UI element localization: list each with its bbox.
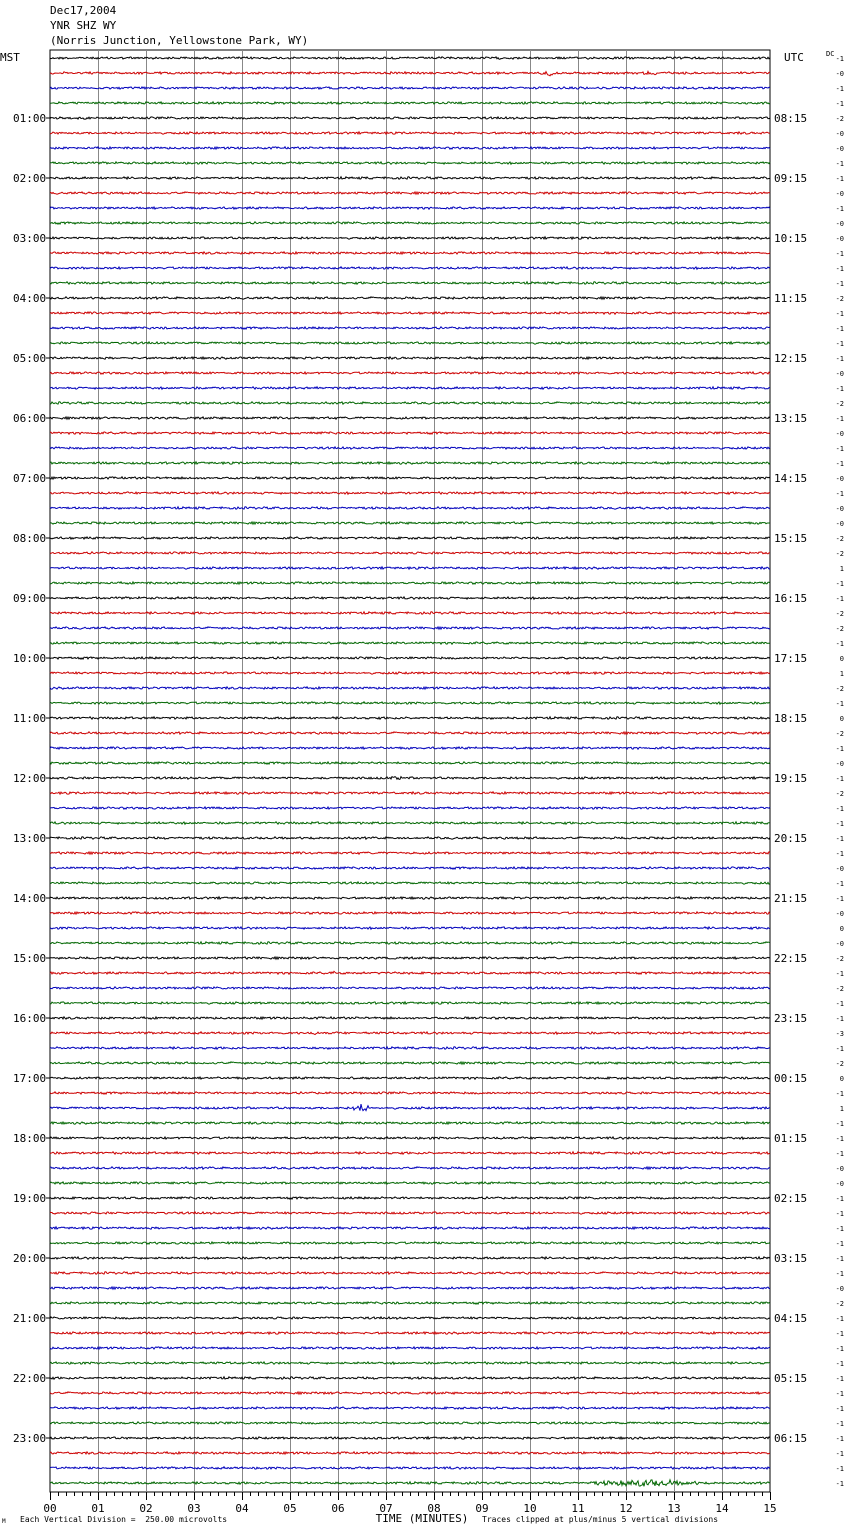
dc-offset-value: -0 xyxy=(835,1165,844,1173)
seismic-trace xyxy=(50,147,770,149)
mst-hour-label: 20:00 xyxy=(13,1252,47,1265)
mst-hour-label: 01:00 xyxy=(13,112,47,125)
utc-hour-label: 16:15 xyxy=(774,592,808,605)
dc-offset-value: -2 xyxy=(835,550,844,558)
utc-hour-label: 13:15 xyxy=(774,412,808,425)
seismic-trace xyxy=(50,1167,770,1169)
utc-hour-label: 11:15 xyxy=(774,292,808,305)
dc-offset-value: -1 xyxy=(835,1330,844,1338)
seismic-trace xyxy=(50,1227,770,1229)
seismic-trace xyxy=(50,1182,770,1184)
dc-offset-value: -0 xyxy=(835,1180,844,1188)
dc-offset-value: -0 xyxy=(835,865,844,873)
seismic-trace xyxy=(50,327,770,329)
dc-offset-value: -1 xyxy=(835,1255,844,1263)
dc-offset-value: -1 xyxy=(835,745,844,753)
seismic-trace xyxy=(50,1104,770,1111)
utc-hour-label: 09:15 xyxy=(774,172,808,185)
x-tick-label: 14 xyxy=(715,1502,729,1515)
dc-offset-value: -1 xyxy=(835,1315,844,1323)
utc-hour-label: 08:15 xyxy=(774,112,808,125)
seismic-trace xyxy=(50,627,770,629)
dc-offset-value: -1 xyxy=(835,355,844,363)
dc-offset-value: -1 xyxy=(835,55,844,63)
left-axis-label: MST xyxy=(0,51,20,64)
seismic-trace xyxy=(50,957,770,959)
seismic-trace xyxy=(50,237,770,239)
dc-offset-value: -1 xyxy=(835,835,844,843)
mst-hour-label: 07:00 xyxy=(13,472,47,485)
seismic-trace xyxy=(50,897,770,899)
mst-hour-label: 09:00 xyxy=(13,592,47,605)
dc-offset-value: -1 xyxy=(835,1015,844,1023)
dc-offset-value: -2 xyxy=(835,985,844,993)
dc-offset-value: 0 xyxy=(839,715,844,723)
seismic-trace xyxy=(50,267,770,270)
dc-offset-value: -3 xyxy=(835,1030,844,1038)
seismic-trace xyxy=(50,1017,770,1019)
dc-offset-value: -1 xyxy=(835,325,844,333)
seismic-trace xyxy=(50,852,770,854)
utc-hour-label: 18:15 xyxy=(774,712,808,725)
seismic-trace xyxy=(50,87,770,89)
dc-offset-value: -1 xyxy=(835,895,844,903)
utc-hour-label: 06:15 xyxy=(774,1432,808,1445)
seismic-trace xyxy=(50,1452,770,1454)
mst-hour-label: 10:00 xyxy=(13,652,47,665)
dc-offset-value: -1 xyxy=(835,1135,844,1143)
dc-offset-value: -1 xyxy=(835,1420,844,1428)
mst-hour-label: 23:00 xyxy=(13,1432,47,1445)
seismic-trace xyxy=(50,207,770,209)
mst-hour-label: 02:00 xyxy=(13,172,47,185)
station-location: (Norris Junction, Yellowstone Park, WY) xyxy=(50,34,309,47)
seismic-trace xyxy=(50,522,770,524)
seismic-trace xyxy=(50,1062,770,1064)
mst-hour-label: 08:00 xyxy=(13,532,47,545)
corner-mark: M xyxy=(2,1518,6,1525)
seismic-trace xyxy=(50,402,770,404)
seismic-trace xyxy=(50,642,770,644)
dc-offset-value: 0 xyxy=(839,1075,844,1083)
x-tick-label: 00 xyxy=(43,1502,57,1515)
mst-hour-label: 13:00 xyxy=(13,832,47,845)
seismic-trace xyxy=(50,1302,770,1304)
seismic-trace xyxy=(50,837,770,839)
mst-hour-label: 06:00 xyxy=(13,412,47,425)
seismic-trace xyxy=(50,567,770,569)
dc-offset-value: -1 xyxy=(835,1450,844,1458)
dc-offset-value: -0 xyxy=(835,520,844,528)
utc-hour-label: 03:15 xyxy=(774,1252,808,1265)
seismic-trace xyxy=(50,1317,770,1319)
mst-hour-label: 16:00 xyxy=(13,1012,47,1025)
dc-offset-value: -1 xyxy=(835,970,844,978)
seismic-trace xyxy=(50,747,770,749)
mst-hour-label: 18:00 xyxy=(13,1132,47,1145)
utc-hour-label: 01:15 xyxy=(774,1132,808,1145)
utc-hour-label: 14:15 xyxy=(774,472,808,485)
dc-offset-value: -1 xyxy=(835,1150,844,1158)
seismic-trace xyxy=(50,432,770,434)
seismic-trace xyxy=(50,177,770,179)
dc-offset-value: -1 xyxy=(835,820,844,828)
seismic-trace xyxy=(50,192,770,194)
dc-offset-value: -1 xyxy=(835,310,844,318)
x-axis-label: TIME (MINUTES) xyxy=(375,1512,469,1525)
dc-offset-value: -2 xyxy=(835,685,844,693)
seismic-trace xyxy=(50,477,770,479)
x-tick-label: 09 xyxy=(475,1502,489,1515)
seismic-trace xyxy=(50,792,770,794)
dc-offset-value: -0 xyxy=(835,430,844,438)
seismic-trace xyxy=(50,162,770,165)
x-tick-label: 06 xyxy=(331,1502,345,1515)
mst-hour-label: 04:00 xyxy=(13,292,47,305)
dc-offset-value: -2 xyxy=(835,955,844,963)
dc-offset-value: -1 xyxy=(835,445,844,453)
dc-offset-value: -1 xyxy=(835,1345,844,1353)
seismic-trace xyxy=(50,927,770,930)
utc-hour-label: 20:15 xyxy=(774,832,808,845)
seismic-trace xyxy=(50,597,770,600)
dc-offset-value: -2 xyxy=(835,625,844,633)
seismic-trace xyxy=(50,1122,770,1124)
dc-offset-value: -1 xyxy=(835,1405,844,1413)
plot-date: Dec17,2004 xyxy=(50,4,117,17)
dc-offset-value: 0 xyxy=(839,925,844,933)
dc-offset-value: -0 xyxy=(835,475,844,483)
utc-hour-label: 22:15 xyxy=(774,952,808,965)
dc-offset-value: -1 xyxy=(835,205,844,213)
x-tick-label: 05 xyxy=(283,1502,297,1515)
x-tick-label: 11 xyxy=(571,1502,585,1515)
x-tick-label: 10 xyxy=(523,1502,537,1515)
dc-offset-value: -2 xyxy=(835,115,844,123)
seismic-trace xyxy=(50,1077,770,1079)
dc-offset-value: -1 xyxy=(835,1120,844,1128)
mst-hour-label: 03:00 xyxy=(13,232,47,245)
seismic-trace xyxy=(50,507,770,509)
dc-offset-value: -1 xyxy=(835,1435,844,1443)
dc-offset-value: -1 xyxy=(835,490,844,498)
dc-offset-value: -2 xyxy=(835,790,844,798)
seismic-trace xyxy=(50,252,770,254)
dc-offset-value: -1 xyxy=(835,880,844,888)
seismic-trace xyxy=(50,1197,770,1199)
seismic-trace xyxy=(50,282,770,284)
seismic-trace xyxy=(50,1377,770,1379)
x-tick-label: 02 xyxy=(139,1502,153,1515)
dc-offset-value: -2 xyxy=(835,295,844,303)
seismic-trace xyxy=(50,1212,770,1214)
dc-offset-value: -2 xyxy=(835,400,844,408)
utc-hour-label: 05:15 xyxy=(774,1372,808,1385)
seismic-trace xyxy=(50,687,770,689)
seismic-trace xyxy=(50,942,770,944)
seismic-trace xyxy=(50,1347,770,1349)
dc-offset-value: -1 xyxy=(835,265,844,273)
dc-offset-value: -0 xyxy=(835,910,844,918)
seismic-trace xyxy=(50,1467,770,1470)
seismic-trace xyxy=(50,71,770,75)
scale-note: Each Vertical Division = 250.00 microvolts xyxy=(20,1515,228,1524)
dc-offset-value: -1 xyxy=(835,580,844,588)
seismic-trace xyxy=(50,1407,770,1409)
seismic-trace xyxy=(50,582,770,584)
dc-offset-value: -1 xyxy=(835,1195,844,1203)
seismic-trace xyxy=(50,552,770,554)
x-tick-label: 01 xyxy=(91,1502,105,1515)
dc-offset-value: -1 xyxy=(835,280,844,288)
dc-offset-value: -1 xyxy=(835,1240,844,1248)
seismic-trace xyxy=(50,971,770,974)
dc-offset-value: -1 xyxy=(835,1390,844,1398)
dc-offset-value: -1 xyxy=(835,160,844,168)
utc-hour-label: 10:15 xyxy=(774,232,808,245)
right-axis-label: UTC xyxy=(784,51,804,64)
dc-offset-value: -1 xyxy=(835,175,844,183)
seismic-trace xyxy=(50,1437,770,1439)
dc-offset-value: -0 xyxy=(835,1285,844,1293)
seismic-trace xyxy=(50,1092,770,1094)
seismic-trace xyxy=(50,222,770,224)
dc-offset-value: -1 xyxy=(835,1210,844,1218)
mst-hour-label: 14:00 xyxy=(13,892,47,905)
dc-offset-value: -1 xyxy=(835,85,844,93)
dc-offset-value: -1 xyxy=(835,805,844,813)
dc-offset-value: -2 xyxy=(835,535,844,543)
dc-offset-value: -1 xyxy=(835,595,844,603)
dc-offset-value: -0 xyxy=(835,940,844,948)
dc-offset-value: -1 xyxy=(835,640,844,648)
dc-offset-value: -0 xyxy=(835,370,844,378)
dc-offset-value: -1 xyxy=(835,1465,844,1473)
dc-offset-value: -0 xyxy=(835,760,844,768)
dc-offset-value: -1 xyxy=(835,340,844,348)
seismic-trace xyxy=(50,702,770,705)
seismic-trace xyxy=(50,1287,770,1289)
mst-hour-label: 11:00 xyxy=(13,712,47,725)
utc-hour-label: 21:15 xyxy=(774,892,808,905)
dc-offset-value: -2 xyxy=(835,730,844,738)
seismic-trace xyxy=(50,357,770,359)
seismic-trace xyxy=(50,1480,770,1486)
seismic-trace xyxy=(50,57,770,59)
seismic-trace xyxy=(50,117,770,119)
seismic-trace xyxy=(50,297,770,299)
dc-offset-value: -1 xyxy=(835,1225,844,1233)
seismic-trace xyxy=(50,732,770,734)
seismic-trace xyxy=(50,1362,770,1365)
dc-offset-value: -1 xyxy=(835,1375,844,1383)
seismic-trace xyxy=(50,717,770,719)
dc-offset-value: -1 xyxy=(835,1045,844,1053)
seismic-trace xyxy=(50,882,770,884)
dc-offset-value: -0 xyxy=(835,70,844,78)
dc-offset-value: -0 xyxy=(835,145,844,153)
mst-hour-label: 21:00 xyxy=(13,1312,47,1325)
x-tick-label: 08 xyxy=(427,1502,441,1515)
seismic-trace xyxy=(50,762,770,764)
seismic-trace xyxy=(50,822,770,825)
seismic-trace xyxy=(50,492,770,495)
dc-offset-value: -1 xyxy=(835,385,844,393)
dc-offset-value: -1 xyxy=(835,415,844,423)
seismic-trace xyxy=(50,1392,770,1394)
dc-offset-value: -1 xyxy=(835,100,844,108)
seismic-trace xyxy=(50,612,770,614)
station-code: YNR SHZ WY xyxy=(50,19,117,32)
dc-label: DC xyxy=(826,50,835,58)
dc-offset-value: -1 xyxy=(835,1090,844,1098)
mst-hour-label: 22:00 xyxy=(13,1372,47,1385)
seismic-trace xyxy=(50,342,770,344)
seismic-trace xyxy=(50,987,770,989)
dc-offset-value: 1 xyxy=(839,1105,844,1113)
x-tick-label: 03 xyxy=(187,1502,201,1515)
dc-offset-value: -1 xyxy=(835,1270,844,1278)
utc-hour-label: 00:15 xyxy=(774,1072,808,1085)
dc-offset-value: -2 xyxy=(835,1300,844,1308)
plot-frame xyxy=(50,50,770,1492)
seismic-trace xyxy=(50,132,770,134)
seismic-trace xyxy=(50,447,770,449)
dc-offset-value: 1 xyxy=(839,565,844,573)
seismic-trace xyxy=(50,417,770,419)
seismic-trace xyxy=(50,867,770,869)
dc-offset-value: -0 xyxy=(835,130,844,138)
seismic-trace xyxy=(50,807,770,809)
mst-hour-label: 19:00 xyxy=(13,1192,47,1205)
dc-offset-value: -1 xyxy=(835,460,844,468)
seismic-trace xyxy=(50,372,770,375)
dc-offset-value: -1 xyxy=(835,1000,844,1008)
dc-offset-value: -2 xyxy=(835,1060,844,1068)
dc-offset-value: -1 xyxy=(835,250,844,258)
dc-offset-value: -2 xyxy=(835,610,844,618)
x-tick-label: 13 xyxy=(667,1502,681,1515)
utc-hour-label: 02:15 xyxy=(774,1192,808,1205)
dc-offset-value: -1 xyxy=(835,775,844,783)
x-tick-label: 04 xyxy=(235,1502,249,1515)
mst-hour-label: 15:00 xyxy=(13,952,47,965)
mst-hour-label: 17:00 xyxy=(13,1072,47,1085)
seismic-trace xyxy=(50,537,770,539)
seismic-trace xyxy=(50,672,770,674)
utc-hour-label: 12:15 xyxy=(774,352,808,365)
dc-offset-value: -0 xyxy=(835,190,844,198)
seismic-trace xyxy=(50,777,770,780)
seismic-trace xyxy=(50,1137,770,1140)
seismic-trace xyxy=(50,387,770,389)
seismic-trace xyxy=(50,1332,770,1334)
utc-hour-label: 15:15 xyxy=(774,532,808,545)
seismic-trace xyxy=(50,1242,770,1244)
mst-hour-label: 12:00 xyxy=(13,772,47,785)
seismic-trace xyxy=(50,1047,770,1049)
seismic-trace xyxy=(50,657,770,659)
seismic-trace xyxy=(50,462,770,464)
utc-hour-label: 23:15 xyxy=(774,1012,808,1025)
seismic-trace xyxy=(50,1257,770,1260)
seismic-trace xyxy=(50,912,770,914)
dc-offset-value: -1 xyxy=(835,1480,844,1488)
x-tick-label: 12 xyxy=(619,1502,633,1515)
dc-offset-value: -0 xyxy=(835,505,844,513)
seismic-trace xyxy=(50,1152,770,1154)
utc-hour-label: 19:15 xyxy=(774,772,808,785)
dc-offset-value: 0 xyxy=(839,655,844,663)
clip-note: Traces clipped at plus/minus 5 vertical divisions xyxy=(482,1515,719,1524)
seismic-trace xyxy=(50,312,770,314)
utc-hour-label: 17:15 xyxy=(774,652,808,665)
dc-offset-value: 1 xyxy=(839,670,844,678)
dc-offset-value: -0 xyxy=(835,235,844,243)
dc-offset-value: -0 xyxy=(835,220,844,228)
seismic-trace xyxy=(50,102,770,104)
x-tick-label: 15 xyxy=(763,1502,777,1515)
dc-offset-value: -1 xyxy=(835,700,844,708)
dc-offset-value: -1 xyxy=(835,850,844,858)
seismic-trace xyxy=(50,1032,770,1035)
seismic-trace xyxy=(50,1422,770,1424)
mst-hour-label: 05:00 xyxy=(13,352,47,365)
x-tick-label: 07 xyxy=(379,1502,393,1515)
utc-hour-label: 04:15 xyxy=(774,1312,808,1325)
seismic-trace xyxy=(50,1002,770,1004)
dc-offset-value: -1 xyxy=(835,1360,844,1368)
seismic-trace xyxy=(50,1272,770,1274)
